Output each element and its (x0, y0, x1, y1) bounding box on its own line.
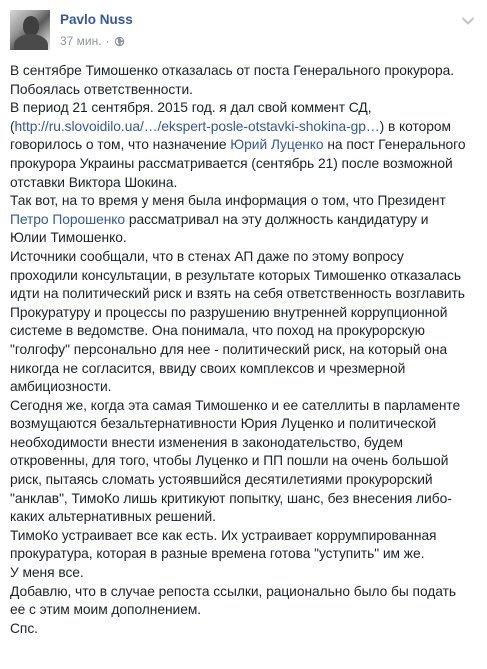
post-text-3: на пост Генерального прокурора Украины рассматривается (сентябрь 21) после возможной отставки Виктора Шокина. Так вот, на то время у меня была информация о том, что Президент (10, 137, 466, 209)
mention-poroshenko[interactable]: Петро Порошенко (10, 211, 126, 227)
avatar-shoulders (14, 34, 48, 50)
article-link[interactable]: http://ru.slovoidilo.ua/…/ekspert-posle-otstavki-shokina-gp… (14, 118, 380, 134)
globe-icon[interactable] (114, 36, 125, 47)
post-header (10, 8, 477, 52)
post-text-2: ) в котором говорилось о том, что назначение (10, 118, 451, 153)
avatar-face (23, 16, 39, 36)
post-body (10, 62, 480, 638)
author-name[interactable]: Pavlo Nuss (60, 12, 133, 27)
avatar[interactable] (10, 10, 50, 50)
post-time[interactable]: 37 мин. (60, 34, 102, 48)
post-meta (60, 34, 125, 48)
post-text-1: В сентябре Тимошенко отказалась от поста Генерального прокурора. Побоялась ответственности. В период 21 сентября. 2015 год. я дал свой коммент СД, ( (10, 63, 454, 134)
chevron-down-icon[interactable] (461, 16, 475, 26)
meta-separator: · (105, 34, 110, 48)
post-text-4: рассматривал на эту должность кандидатуру и Юлии Тимошенко. Источники сообщали, что в стенах АП даже по этому вопросу проходили консультации, в результате которых Тимошенко отказалась идти на политический риск и взять на себя ответственность возглавить Прокуратуру и процессы по разрушению внутренней коррупционной системе в ведомстве. Она понимала, что поход на прокурорскую "голгофу" персонально для нее - политический риск, на который она никогда не согласится, ввиду своих комплексов и чрезмерной амбициозности. Сегодня же, когда эта самая Тимошенко и ее сателлиты в парламенте возмущаются безальтернативности Юрия Луценко и политической необходимости внести изменения в законодательство, будем откровенны, для того, чтобы Луценко и ПП пошли на очень большой риск, пытаясь сломать устоявшийся десятилетиями прокурорский "анклав", ТимоКо лишь критикуют попытку, шанс, без внесения либо- каких альтернативных решений. ТимоКо устраивает все как есть. Их устраивает коррумпированная прокуратура, которая в разные времена готова "уступить" им же. У меня все. Добавлю, что в случае репоста ссылки, рационально было бы подать ее с этим моим дополнением. Спс. (10, 211, 465, 636)
mention-lutsenko[interactable]: Юрий Луценко (230, 137, 324, 153)
